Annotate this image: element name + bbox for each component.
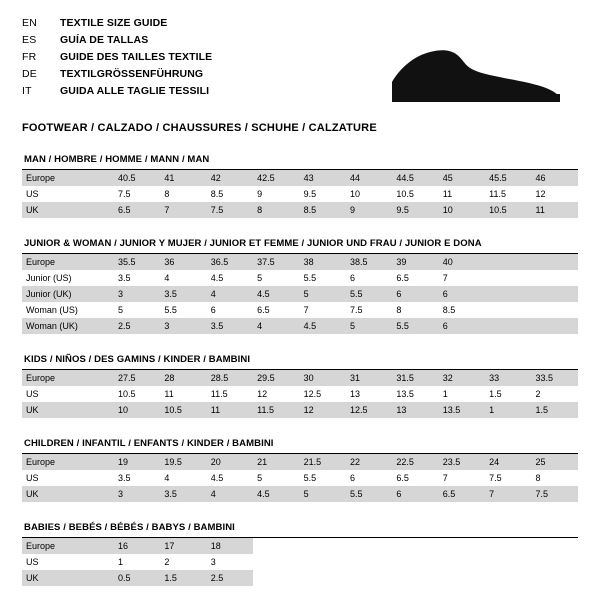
table-row (22, 454, 578, 470)
size-cell: 2 (164, 557, 170, 567)
size-table-body (22, 370, 578, 418)
size-cell: 45.5 (485, 170, 531, 186)
size-cell-empty (532, 286, 578, 302)
size-cell: 7 (485, 486, 531, 502)
size-cell-empty (346, 570, 392, 586)
size-cell: 42 (207, 170, 253, 186)
size-table-man (22, 170, 578, 218)
size-cell-empty (346, 538, 392, 554)
table-row (22, 286, 578, 302)
size-cell: 33.5 (532, 370, 578, 386)
size-cell: 4.5 (253, 286, 299, 302)
row-label: US (26, 389, 39, 399)
size-cell: 8.5 (300, 202, 346, 218)
size-cell-empty (439, 538, 485, 554)
table-row (22, 538, 578, 554)
table-row (22, 402, 578, 418)
row-label: UK (22, 202, 114, 218)
size-cell: 5 (300, 486, 346, 502)
size-cell: 6 (210, 305, 216, 315)
size-cell: 1.5 (489, 389, 502, 399)
size-cell: 38.5 (346, 254, 392, 270)
size-cell: 6.5 (396, 473, 409, 483)
size-cell: 13.5 (396, 389, 414, 399)
size-cell: 46 (532, 170, 578, 186)
size-cell: 10 (349, 189, 360, 199)
language-row (22, 16, 212, 33)
language-title: GUIDE DES TAILLES TEXTILE (60, 51, 213, 63)
language-title-list (22, 16, 212, 101)
size-cell-empty (253, 570, 299, 586)
size-cell: 10.5 (485, 202, 531, 218)
size-cell: 6 (439, 318, 485, 334)
size-cell: 13 (349, 389, 360, 399)
size-cell: 1 (442, 389, 448, 399)
size-cell: 10.5 (396, 189, 414, 199)
size-cell: 7.5 (532, 486, 578, 502)
size-cell: 6.5 (439, 486, 485, 502)
size-cell-empty (392, 570, 438, 586)
size-cell: 19.5 (160, 454, 206, 470)
size-cell: 4.5 (210, 473, 224, 483)
group-title: MAN / HOMBRE / HOMME / MANN / MAN (22, 154, 578, 170)
size-cell: 1 (118, 557, 124, 567)
size-cell: 31.5 (392, 370, 438, 386)
size-cell: 4 (207, 486, 253, 502)
row-label: UK (22, 486, 114, 502)
language-code: EN (22, 17, 37, 29)
size-cell: 5.5 (346, 486, 392, 502)
size-cell: 3.5 (207, 318, 253, 334)
size-cell: 5.5 (392, 318, 438, 334)
size-cell: 1.5 (532, 402, 578, 418)
size-cell: 8 (535, 473, 541, 483)
size-cell-empty (485, 286, 531, 302)
size-cell: 1 (485, 402, 531, 418)
size-cell: 3 (210, 557, 216, 567)
size-cell: 18 (207, 538, 253, 554)
size-cell-empty (485, 302, 531, 318)
row-label: Europe (22, 170, 114, 186)
size-cell: 10 (114, 402, 160, 418)
size-cell: 41 (160, 170, 206, 186)
row-label: Junior (UK) (22, 286, 114, 302)
size-cell-empty (439, 554, 485, 570)
size-table-body (22, 454, 578, 502)
size-cell: 8.5 (442, 305, 456, 315)
language-code: ES (22, 34, 37, 46)
size-cell: 28 (160, 370, 206, 386)
size-cell: 44.5 (392, 170, 438, 186)
size-cell: 4 (164, 273, 170, 283)
size-cell: 9.5 (303, 189, 317, 199)
size-cell: 7.5 (207, 202, 253, 218)
size-cell: 33 (485, 370, 531, 386)
table-row (22, 470, 578, 486)
size-cell-empty (532, 554, 578, 570)
table-row (22, 186, 578, 202)
size-cell: 11.5 (489, 189, 506, 199)
size-cell: 20 (207, 454, 253, 470)
group-title: JUNIOR & WOMAN / JUNIOR Y MUJER / JUNIOR ET FEMME / JUNIOR UND FRAU / JUNIOR E DONA (22, 238, 578, 254)
row-label: Europe (22, 254, 114, 270)
language-row (22, 33, 212, 50)
size-cell: 12.5 (346, 402, 392, 418)
size-cell: 6 (349, 273, 355, 283)
size-cell-empty (300, 538, 346, 554)
size-cell: 44 (346, 170, 392, 186)
table-row (22, 486, 578, 502)
size-cell: 4 (207, 286, 253, 302)
size-cell: 22 (346, 454, 392, 470)
size-cell-empty (532, 538, 578, 554)
size-cell: 9.5 (392, 202, 438, 218)
size-cell: 3 (114, 486, 160, 502)
size-cell: 21 (253, 454, 299, 470)
size-cell: 7 (160, 202, 206, 218)
row-label: Woman (UK) (22, 318, 114, 334)
size-cell: 3.5 (118, 473, 131, 483)
size-cell: 37.5 (253, 254, 299, 270)
size-cell: 2.5 (207, 570, 253, 586)
size-cell: 11 (532, 202, 578, 218)
size-cell: 11 (164, 389, 174, 399)
size-cell-empty (300, 570, 346, 586)
row-label: US (26, 189, 39, 199)
size-cell-empty (346, 554, 392, 570)
size-cell: 11.5 (253, 402, 299, 418)
size-cell: 10 (439, 202, 485, 218)
size-cell: 23.5 (439, 454, 485, 470)
document-header (22, 16, 578, 108)
size-cell-empty (485, 570, 531, 586)
size-cell-empty (485, 554, 531, 570)
size-cell: 10.5 (118, 389, 136, 399)
size-cell: 4 (253, 318, 299, 334)
size-cell-empty (485, 318, 531, 334)
table-row (22, 170, 578, 186)
size-cell: 5.5 (164, 305, 177, 315)
size-cell: 12 (300, 402, 346, 418)
size-cell: 6 (392, 286, 438, 302)
size-cell: 10.5 (160, 402, 206, 418)
size-cell: 0.5 (114, 570, 160, 586)
size-table-junior-woman (22, 254, 578, 334)
size-cell: 4.5 (210, 273, 224, 283)
size-cell: 22.5 (392, 454, 438, 470)
size-cell: 17 (160, 538, 206, 554)
size-cell: 38 (300, 254, 346, 270)
page-title: FOOTWEAR / CALZADO / CHAUSSURES / SCHUHE / CALZATURE (22, 122, 377, 134)
size-cell: 36.5 (207, 254, 253, 270)
size-table-babies (22, 538, 578, 586)
size-cell-empty (439, 570, 485, 586)
table-row (22, 386, 578, 402)
size-cell: 5 (257, 273, 263, 283)
group-title: KIDS / NIÑOS / DES GAMINS / KINDER / BAMBINI (22, 354, 578, 370)
size-group-kids (22, 354, 578, 418)
size-table-kids (22, 370, 578, 418)
size-cell: 6 (392, 486, 438, 502)
size-group-junior-woman (22, 238, 578, 334)
size-table-body (22, 170, 578, 218)
language-title: TEXTILE SIZE GUIDE (60, 17, 168, 29)
size-cell: 19 (114, 454, 160, 470)
language-row (22, 67, 212, 84)
size-cell-empty (300, 554, 346, 570)
size-cell: 4.5 (253, 486, 299, 502)
table-row (22, 570, 578, 586)
size-cell: 24 (485, 454, 531, 470)
size-cell: 8 (253, 202, 299, 218)
size-cell: 5.5 (346, 286, 392, 302)
size-cell: 29.5 (253, 370, 299, 386)
language-row (22, 50, 212, 67)
size-group-children (22, 438, 578, 502)
size-cell: 13.5 (439, 402, 485, 418)
size-cell: 8 (396, 305, 402, 315)
size-cell: 40.5 (114, 170, 160, 186)
group-title: CHILDREN / INFANTIL / ENFANTS / KINDER / BAMBINI (22, 438, 578, 454)
size-cell-empty (532, 318, 578, 334)
size-cell: 6.5 (114, 202, 160, 218)
size-cell: 7.5 (349, 305, 363, 315)
size-cell: 3 (114, 286, 160, 302)
size-cell: 45 (439, 170, 485, 186)
size-cell: 6.5 (396, 273, 409, 283)
size-cell: 8.5 (210, 189, 224, 199)
row-label: Woman (US) (26, 305, 78, 315)
size-cell-empty (485, 270, 531, 286)
size-cell: 13 (392, 402, 438, 418)
size-cell: 2.5 (114, 318, 160, 334)
size-cell-empty (485, 538, 531, 554)
size-cell: 3 (160, 318, 206, 334)
row-label: Europe (22, 538, 114, 554)
language-row (22, 84, 212, 101)
size-cell: 30 (300, 370, 346, 386)
size-table-body (22, 538, 578, 586)
language-code: FR (22, 51, 37, 63)
language-code: DE (22, 68, 37, 80)
size-cell: 42.5 (253, 170, 299, 186)
size-group-babies (22, 522, 578, 586)
row-label: Europe (22, 454, 114, 470)
size-cell: 3.5 (160, 286, 206, 302)
row-label: Europe (22, 370, 114, 386)
size-cell: 7 (303, 305, 309, 315)
size-cell: 1.5 (160, 570, 206, 586)
size-cell: 31 (346, 370, 392, 386)
table-row (22, 270, 578, 286)
size-cell: 5 (346, 318, 392, 334)
size-cell: 4.5 (300, 318, 346, 334)
language-title: GUIDA ALLE TAGLIE TESSILI (60, 85, 210, 97)
size-cell-empty (253, 538, 299, 554)
size-group-man (22, 154, 578, 218)
size-cell: 40 (439, 254, 485, 270)
size-cell: 5 (300, 286, 346, 302)
size-cell: 5 (257, 473, 263, 483)
size-cell: 35.5 (114, 254, 160, 270)
size-cell: 9 (346, 202, 392, 218)
row-label: US (26, 473, 39, 483)
row-label: UK (22, 402, 114, 418)
language-title: GUÍA DE TALLAS (60, 34, 149, 46)
size-cell: 36 (160, 254, 206, 270)
size-cell: 6.5 (257, 305, 270, 315)
size-cell: 28.5 (207, 370, 253, 386)
size-cell: 6 (349, 473, 355, 483)
size-cell: 39 (392, 254, 438, 270)
row-label: Junior (US) (26, 273, 72, 283)
size-cell: 3.5 (118, 273, 131, 283)
dress-shoe-icon (384, 38, 574, 108)
table-row (22, 202, 578, 218)
size-cell-empty (253, 554, 299, 570)
size-cell: 7.5 (489, 473, 502, 483)
size-cell: 16 (114, 538, 160, 554)
size-cell: 4 (164, 473, 170, 483)
table-row (22, 302, 578, 318)
table-row (22, 554, 578, 570)
size-cell-empty (532, 570, 578, 586)
size-cell: 32 (439, 370, 485, 386)
group-title: BABIES / BEBÉS / BÉBÉS / BABYS / BAMBINI (22, 522, 578, 538)
size-cell: 8 (164, 189, 170, 199)
size-cell: 11 (442, 189, 453, 199)
size-cell: 11.5 (210, 389, 228, 399)
size-cell: 7 (442, 473, 448, 483)
language-code: IT (22, 85, 32, 97)
size-table-body (22, 254, 578, 334)
table-row (22, 370, 578, 386)
size-cell-empty (485, 254, 531, 270)
size-cell: 12 (535, 189, 546, 199)
size-cell: 43 (300, 170, 346, 186)
table-row (22, 318, 578, 334)
size-table-children (22, 454, 578, 502)
size-cell: 7.5 (118, 189, 131, 199)
size-cell: 9 (257, 189, 263, 199)
size-cell: 2 (535, 389, 541, 399)
size-cell-empty (532, 302, 578, 318)
size-cell: 5.5 (303, 473, 317, 483)
row-label: UK (22, 570, 114, 586)
size-cell: 12.5 (303, 389, 322, 399)
table-row (22, 254, 578, 270)
size-cell-empty (392, 538, 438, 554)
size-cell: 5.5 (303, 273, 317, 283)
size-cell-empty (532, 254, 578, 270)
size-cell-empty (392, 554, 438, 570)
language-title: TEXTILGRÖSSENFÜHRUNG (60, 68, 204, 80)
size-cell: 12 (257, 389, 268, 399)
size-cell: 3.5 (160, 486, 206, 502)
size-cell: 21.5 (300, 454, 346, 470)
size-cell: 25 (532, 454, 578, 470)
size-cell: 11 (207, 402, 253, 418)
size-cell: 6 (439, 286, 485, 302)
size-cell: 5 (118, 305, 124, 315)
row-label: US (26, 557, 39, 567)
size-cell-empty (532, 270, 578, 286)
size-cell: 27.5 (114, 370, 160, 386)
language-title-list-body (22, 16, 212, 101)
size-cell: 7 (442, 273, 448, 283)
